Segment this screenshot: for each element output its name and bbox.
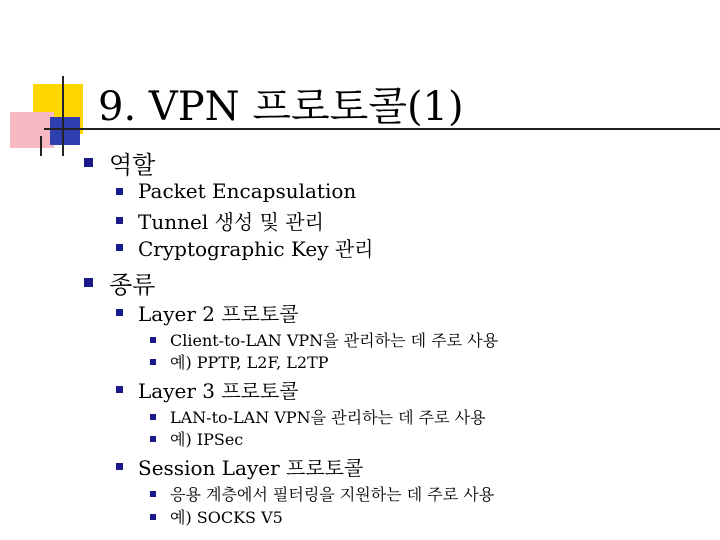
list-item-text: Tunnel 생성 및 관리 xyxy=(138,210,324,234)
list-item xyxy=(116,298,299,327)
bullet-icon xyxy=(116,386,123,393)
bullet-icon xyxy=(150,359,156,365)
sub-item-text: 응용 계층에서 필터링을 지원하는 데 주로 사용 xyxy=(170,485,495,504)
list-item-text: Session Layer 프로토콜 xyxy=(138,456,364,480)
list-item xyxy=(116,233,374,262)
list-item-text: Layer 2 프로토콜 xyxy=(138,302,299,326)
bullet-icon xyxy=(116,244,123,251)
list-item-text: Layer 3 프로토콜 xyxy=(138,379,299,403)
bullet-icon xyxy=(150,337,156,343)
section-heading: 종류 xyxy=(109,271,156,299)
sub-item xyxy=(150,427,243,450)
list-item xyxy=(116,375,299,404)
bullet-icon xyxy=(116,463,123,470)
sub-item-text: 예) IPSec xyxy=(170,430,244,449)
sub-item xyxy=(150,328,498,351)
sub-item-text: 예) PPTP, L2F, L2TP xyxy=(170,353,329,372)
section-types xyxy=(84,265,155,300)
bullet-icon xyxy=(116,188,123,195)
sub-item-text: 예) SOCKS V5 xyxy=(170,508,283,527)
decor-vertical-line xyxy=(62,76,64,156)
bullet-icon xyxy=(84,278,93,287)
list-item xyxy=(116,179,356,203)
bullet-icon xyxy=(116,309,123,316)
bullet-icon xyxy=(150,514,156,520)
bullet-icon xyxy=(84,158,93,167)
bullet-icon xyxy=(150,436,156,442)
sub-item-text: Client-to-LAN VPN을 관리하는 데 주로 사용 xyxy=(170,331,499,350)
slide-title: 9. VPN 프로토콜(1) xyxy=(98,84,464,130)
section-roles xyxy=(84,145,155,180)
sub-item xyxy=(150,405,486,428)
list-item-text: Packet Encapsulation xyxy=(138,179,357,203)
list-item-text: Cryptographic Key 관리 xyxy=(138,237,374,261)
list-item xyxy=(116,206,324,235)
sub-item xyxy=(150,350,329,373)
bullet-icon xyxy=(116,217,123,224)
decor-blue-square xyxy=(50,117,80,145)
sub-item-text: LAN-to-LAN VPN을 관리하는 데 주로 사용 xyxy=(170,408,486,427)
decor-pink-square xyxy=(10,112,54,148)
bullet-icon xyxy=(150,491,156,497)
decor-vertical-line-small xyxy=(40,136,42,156)
section-heading: 역할 xyxy=(109,151,156,179)
sub-item xyxy=(150,505,283,528)
sub-item xyxy=(150,482,494,505)
list-item xyxy=(116,452,363,481)
bullet-icon xyxy=(150,414,156,420)
